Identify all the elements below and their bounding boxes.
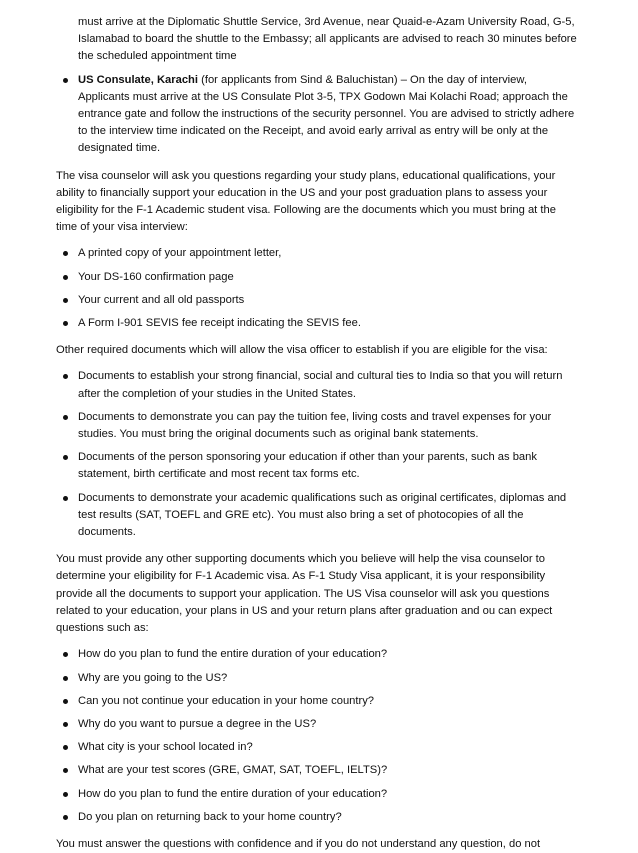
bullet-icon bbox=[63, 676, 68, 681]
bullet-icon bbox=[63, 768, 68, 773]
list-item bbox=[56, 809, 578, 826]
list-item-text: Why are you going to the US? bbox=[78, 671, 228, 684]
interview-documents-list bbox=[56, 245, 578, 332]
continuation-text: must arrive at the Diplomatic Shuttle Service, 3rd Avenue, near Quaid-e-Azam University Road, G-5, Islamabad to board the shuttle to the Embassy; all applicants are advised to reach 30 minutes before the scheduled appointment time bbox=[78, 16, 577, 63]
bullet-icon bbox=[63, 415, 68, 420]
list-item bbox=[56, 292, 578, 309]
bullet-icon bbox=[63, 298, 68, 303]
list-item-text: What city is your school located in? bbox=[78, 741, 253, 754]
list-item-text: What are your test scores (GRE, GMAT, SAT, TOEFL, IELTS)? bbox=[78, 764, 388, 777]
interview-questions-list bbox=[56, 646, 578, 826]
list-item bbox=[56, 315, 578, 332]
list-item-text: A printed copy of your appointment letter, bbox=[78, 247, 282, 260]
list-item-text: Why do you want to pursue a degree in the US? bbox=[78, 717, 317, 730]
list-item-text: Documents of the person sponsoring your education if other than your parents, such as bank statement, birth certificate and most recent tax forms etc. bbox=[78, 451, 537, 481]
bullet-icon bbox=[63, 78, 68, 83]
list-item bbox=[56, 646, 578, 663]
list-item-text: Your DS-160 confirmation page bbox=[78, 270, 234, 283]
consulate-name: US Consulate, Karachi bbox=[78, 73, 198, 86]
list-item-text: Documents to demonstrate you can pay the tuition fee, living costs and travel expenses for your studies. You must bring the original documents such as original bank statements. bbox=[78, 410, 552, 441]
paragraph-other-documents: Other required documents which will allow the visa officer to establish if you are eligible for the visa: bbox=[56, 344, 548, 357]
bullet-icon bbox=[63, 815, 68, 820]
list-item-text: How do you plan to fund the entire duration of your education? bbox=[78, 787, 388, 800]
list-item bbox=[56, 269, 578, 286]
bullet-icon bbox=[63, 275, 68, 280]
bullet-icon bbox=[63, 251, 68, 256]
bullet-icon bbox=[63, 699, 68, 704]
list-item bbox=[56, 368, 578, 402]
list-item bbox=[56, 490, 578, 542]
list-item bbox=[56, 670, 578, 687]
list-item bbox=[56, 739, 578, 756]
list-item bbox=[56, 245, 578, 262]
list-item bbox=[56, 72, 578, 158]
list-item bbox=[56, 449, 578, 483]
list-item-text: Documents to demonstrate your academic qualifications such as original certificates, diplomas and test results (SAT, TOEFL and GRE etc). You must also bring a set of photocopies of all the documents. bbox=[78, 491, 567, 539]
bullet-icon bbox=[63, 652, 68, 657]
list-item bbox=[56, 409, 578, 443]
consulate-list bbox=[56, 72, 578, 158]
paragraph-supporting-documents: You must provide any other supporting documents which you believe will help the visa counselor to determine your eligibility for F-1 Academic visa. As F-1 Study Visa applicant, it is your responsibility provide all the documents to support your application. The US Visa counselor will ask you questions related to your education, your plans in US and your return plans after graduation and ou can expect questions such as: bbox=[56, 553, 553, 635]
list-item bbox=[56, 693, 578, 710]
list-item bbox=[56, 786, 578, 803]
bullet-icon bbox=[63, 722, 68, 727]
bullet-icon bbox=[63, 496, 68, 501]
list-item bbox=[56, 762, 578, 779]
list-item-text: Do you plan on returning back to your home country? bbox=[78, 810, 342, 823]
list-item-text: Can you not continue your education in your home country? bbox=[78, 694, 375, 707]
list-item-text: Your current and all old passports bbox=[78, 293, 245, 306]
paragraph-answer-confidence: You must answer the questions with confidence and if you do not understand any question, do not bbox=[56, 837, 541, 850]
other-documents-list bbox=[56, 368, 578, 541]
list-item bbox=[56, 716, 578, 733]
paragraph-visa-counselor: The visa counselor will ask you questions regarding your study plans, educational qualifications, your ability to financially support your education in the US and your post graduation plans to assess your eligibility for the F-1 Academic student visa. Following are the documents which you must bring at the time of your visa interview: bbox=[56, 169, 556, 234]
bullet-icon bbox=[63, 455, 68, 460]
bullet-icon bbox=[63, 374, 68, 379]
list-item-text: How do you plan to fund the entire duration of your education? bbox=[78, 648, 388, 661]
list-item-text: A Form I-901 SEVIS fee receipt indicating the SEVIS fee. bbox=[78, 317, 361, 330]
bullet-icon bbox=[63, 321, 68, 326]
list-item-text: Documents to establish your strong financial, social and cultural ties to India so that you will return after the completion of your studies in the United States. bbox=[78, 370, 563, 400]
bullet-icon bbox=[63, 745, 68, 750]
consulate-text: (for applicants from Sind & Baluchistan) – On the day of interview, Applicants must arrive at the US Consulate Plot 3-5, TPX Godown Mai Kolachi Road; approach the entrance gate and follow the instructions of the security personnel. You are advised to strictly adhere to the interview time indicated on the Receipt, and avoid early arrival as entry will be only at the designated time. bbox=[78, 73, 575, 155]
bullet-icon bbox=[63, 792, 68, 797]
